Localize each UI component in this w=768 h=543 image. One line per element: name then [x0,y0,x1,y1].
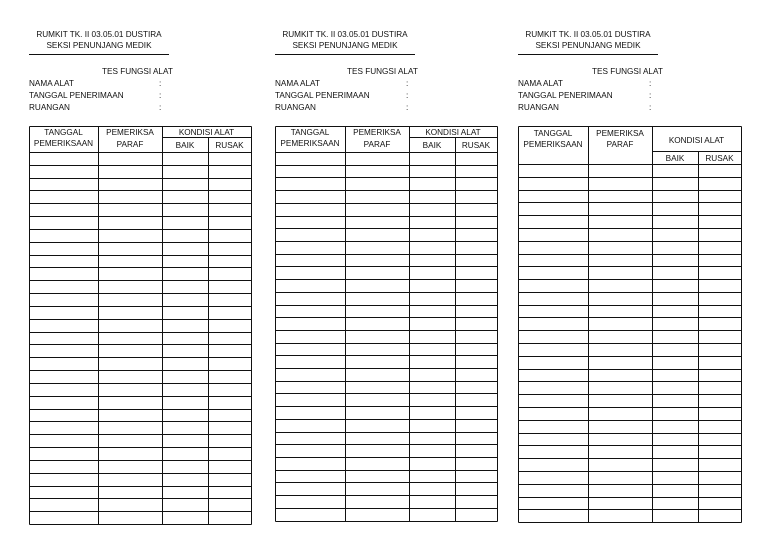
col-header-rusak: RUSAK [461,141,491,150]
form-title: TES FUNGSI ALAT [347,67,418,76]
field-nama-alat: NAMA ALAT [518,79,563,88]
header-underline [29,54,169,55]
form-panel-3 [518,0,743,543]
col-header-paraf: PARAF [606,140,634,149]
col-header-kondisi-alat: KONDISI ALAT [425,128,481,137]
col-header-pemeriksa: PEMERIKSA [596,129,644,138]
section-name: SEKSI PENUNJANG MEDIK [535,40,641,50]
form-title: TES FUNGSI ALAT [592,67,663,76]
col-header-paraf: PARAF [363,140,391,149]
col-header-pemeriksa: PEMERIKSA [353,128,401,137]
field-separator: : [159,79,162,88]
col-header-baik: BAIK [422,141,442,150]
field-separator: : [649,79,652,88]
form-panel-1 [29,0,254,543]
header-underline [275,54,415,55]
col-header-pemeriksa: PEMERIKSA [106,128,154,137]
field-separator: : [649,91,652,100]
institution-header [518,30,658,51]
field-separator: : [649,103,652,112]
field-nama-alat: NAMA ALAT [29,79,74,88]
col-header-rusak: RUSAK [705,154,734,163]
field-separator: : [406,103,409,112]
field-tanggal-penerimaan: TANGGAL PENERIMAAN [518,91,613,100]
col-header-tanggal: TANGGAL [533,129,573,138]
col-header-pemeriksaan: PEMERIKSAAN [280,139,340,148]
col-header-paraf: PARAF [116,140,144,149]
section-name: SEKSI PENUNJANG MEDIK [292,40,398,50]
col-header-pemeriksaan: PEMERIKSAAN [523,140,583,149]
form-panel-2 [275,0,500,543]
field-separator: : [159,103,162,112]
institution-name: RUMKIT TK. II 03.05.01 DUSTIRA [525,30,651,39]
col-header-rusak: RUSAK [215,141,244,150]
section-name: SEKSI PENUNJANG MEDIK [46,40,152,50]
col-header-baik: BAIK [175,141,195,150]
inspection-table [275,126,498,524]
col-header-kondisi-alat: KONDISI ALAT [668,136,725,145]
header-underline [518,54,658,55]
field-tanggal-penerimaan: TANGGAL PENERIMAAN [29,91,124,100]
institution-header [29,30,169,51]
institution-name: RUMKIT TK. II 03.05.01 DUSTIRA [282,30,408,39]
field-ruangan: RUANGAN [275,103,316,112]
field-ruangan: RUANGAN [29,103,70,112]
field-separator: : [406,79,409,88]
field-nama-alat: NAMA ALAT [275,79,320,88]
field-separator: : [159,91,162,100]
col-header-tanggal: TANGGAL [290,128,330,137]
field-tanggal-penerimaan: TANGGAL PENERIMAAN [275,91,370,100]
field-ruangan: RUANGAN [518,103,559,112]
inspection-table [518,126,742,522]
col-header-kondisi-alat: KONDISI ALAT [178,128,235,137]
institution-name: RUMKIT TK. II 03.05.01 DUSTIRA [36,30,162,39]
col-header-pemeriksaan: PEMERIKSAAN [33,139,94,148]
institution-header [275,30,415,51]
inspection-table [29,126,252,528]
field-separator: : [406,91,409,100]
col-header-tanggal: TANGGAL [44,128,83,137]
form-title: TES FUNGSI ALAT [102,67,173,76]
col-header-baik: BAIK [665,154,685,163]
